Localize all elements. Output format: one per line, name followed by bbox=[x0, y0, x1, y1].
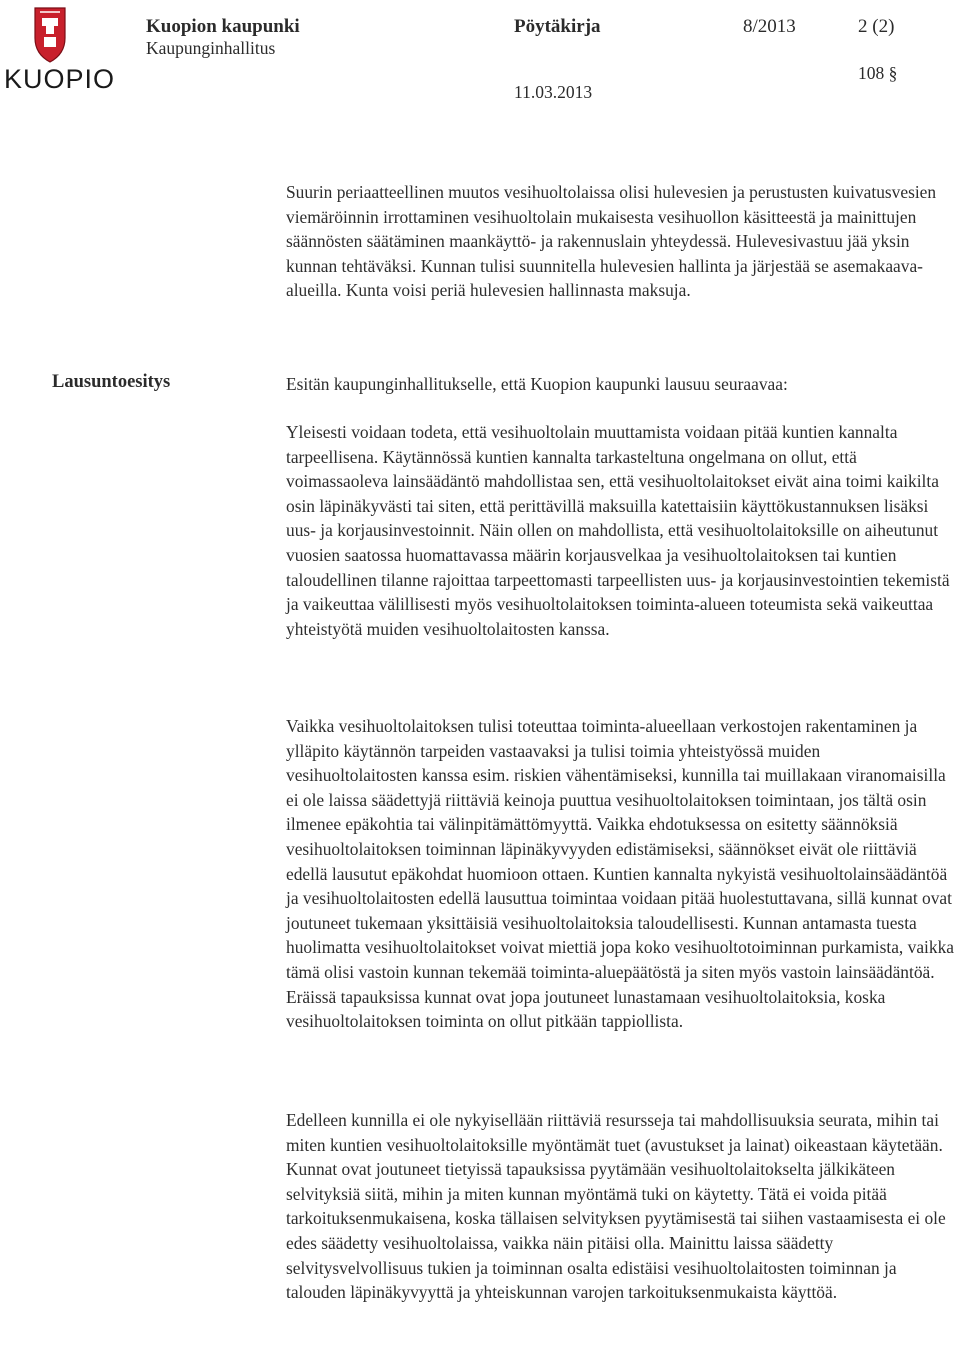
proposal-lead-text: Esitän kaupunginhallitukselle, että Kuopion kaupunki lausuu seuraavaa: bbox=[286, 374, 788, 394]
proposal-label: Lausuntoesitys bbox=[52, 372, 171, 392]
section-number: 108 § bbox=[858, 63, 898, 83]
intro-text: Suurin periaatteellinen muutos vesihuoltolaissa olisi hulevesien ja perustusten kuivatusvesien viemäröinnin irrottaminen vesihuoltolain mukaisesta vesihuollon käsitteestä ja mainittujen säännösten säätäminen maankäyttö- ja rakennuslain yhteydessä. Hulevesivastuu jää yksin kunnan tehtäväksi. Kunnan tulisi suunnitella hulevesien hallinta ja järjestää se asemakaava-alueilla. Kunta voisi periä hulevesien hallinnasta maksuja. bbox=[286, 182, 937, 301]
proposal-paragraph-2 bbox=[286, 714, 954, 1034]
org-name: Kuopion kaupunki bbox=[146, 16, 300, 37]
kuopio-logo bbox=[2, 4, 116, 94]
proposal-lead bbox=[286, 372, 954, 397]
page-number: 2 (2) bbox=[858, 16, 895, 37]
coat-of-arms-icon bbox=[35, 8, 65, 62]
logo-wordmark: KUOPIO bbox=[4, 64, 116, 94]
body-name: Kaupunginhallitus bbox=[146, 38, 276, 58]
proposal-paragraph-1 bbox=[286, 420, 954, 641]
intro-paragraph bbox=[286, 180, 954, 303]
paragraph-text: Yleisesti voidaan todeta, että vesihuoltolain muuttamista voidaan pitää kuntien kannalta tarpeellisena. Käytännössä kuntien kannalta tarkasteltuna ongelmana on ollut, että voimassaoleva lainsäädäntö mahdollistaa sen, että vesihuoltolaitokset eivät aina toimi kaikilta osin läpinäkyvästi tai siten, että perittävillä maksuilla katettaisiin käyttökustannuksen lisäksi uus- ja korjausinvestoinnit. Näin ollen on mahdollista, että vesihuoltolaitoksille on aiheutunut vuosien saatossa huomattavassa määrin korjausvelkaa ja vesihuoltolaitoksen tai kuntien taloudellinen tilanne rajoittaa tarpeettomasti tarpeellisten uus- ja korjausinvestointien tekemistä ja vaikeuttaa välillisesti myös vesihuoltolaitoksen toiminta-alueen toteumista sekä vaikeuttaa yhteistyötä muiden vesihuoltolaitosten kanssa. bbox=[286, 422, 950, 639]
doc-type: Pöytäkirja bbox=[514, 16, 601, 37]
paragraph-text: Edelleen kunnilla ei ole nykyisellään riittäviä resursseja tai mahdollisuuksia seurata, mihin tai miten kuntien vesihuoltolaitoksille myöntämät tuet (avustukset ja lainat) oikeastaan käytetään. Kunnat ovat joutuneet tietyissä tapauksissa pyytämään vesihuoltolaitokselta jälkikäteen selvityksiä siitä, mihin ja miten kunnan myöntämä tuki on käytetty. Tätä ei voida pitää tarkoituksenmukaisena, koska tällaisen selvityksen pyytämisestä tai siihen vastaamisesta ei ole edes säädetty vesihuoltolaissa, vaikka näin pitäisi olla. Mainittu laissa säädetty selvitysvelvollisuus tukien ja toiminnan osalta edistäisi vesihuoltolaitosten toiminnan ja talouden läpinäkyvyyttä ja yhteiskunnan varojen tarkoituksenmukaista käyttöä. bbox=[286, 1110, 946, 1303]
proposal-paragraph-3 bbox=[286, 1108, 954, 1305]
paragraph-text: Vaikka vesihuoltolaitoksen tulisi toteuttaa toiminta-alueellaan verkostojen rakentaminen ja ylläpito käytännön tarpeiden vastaavaksi ja tulisi toimia yhteistyössä muiden vesihuoltolaitosten kanssa esim. riskien vähentämiseksi, kunnilla tai muillakaan viranomaisilla ei ole laissa säädettyjä riittäviä keinoja puuttua vesihuoltolaitoksen toimintaan, jos tältä osin ilmenee epäkohtia tai välinpitämättömyyttä. Vaikka ehdotuksessa on esitetty säännöksiä vesihuoltolaitoksen toiminnan läpinäkyvyyden edistämiseksi, säännökset eivät ole riittäviä edellä lausutut epäkohdat huomioon ottaen. Kuntien kannalta nykyistä vesihuoltolainsäädäntöä ja vesihuoltolaitosten edellä lausuttua toimintaa voidaan pitää huolestuttavana, sillä kunnat ovat joutuneet tukemaan yksittäisiä vesihuoltolaitoksia taloudellisesti. Kunnan antamasta tuesta huolimatta vesihuoltolaitokset voivat miettiä jopa koko vesihuoltotoiminnan purkamista, vaikka tämä olisi vastoin kunnan tekemää toiminta-aluepäätöstä ja siten myös vastoin lainsäädäntöä. Eräissä tapauksissa kunnat ovat jopa joutuneet lunastamaan vesihuoltolaitoksia, koska vesihuoltolaitoksen toiminta on ollut pitkään tappiollista. bbox=[286, 716, 954, 1032]
meeting-date: 11.03.2013 bbox=[514, 82, 593, 102]
doc-number: 8/2013 bbox=[743, 16, 796, 37]
